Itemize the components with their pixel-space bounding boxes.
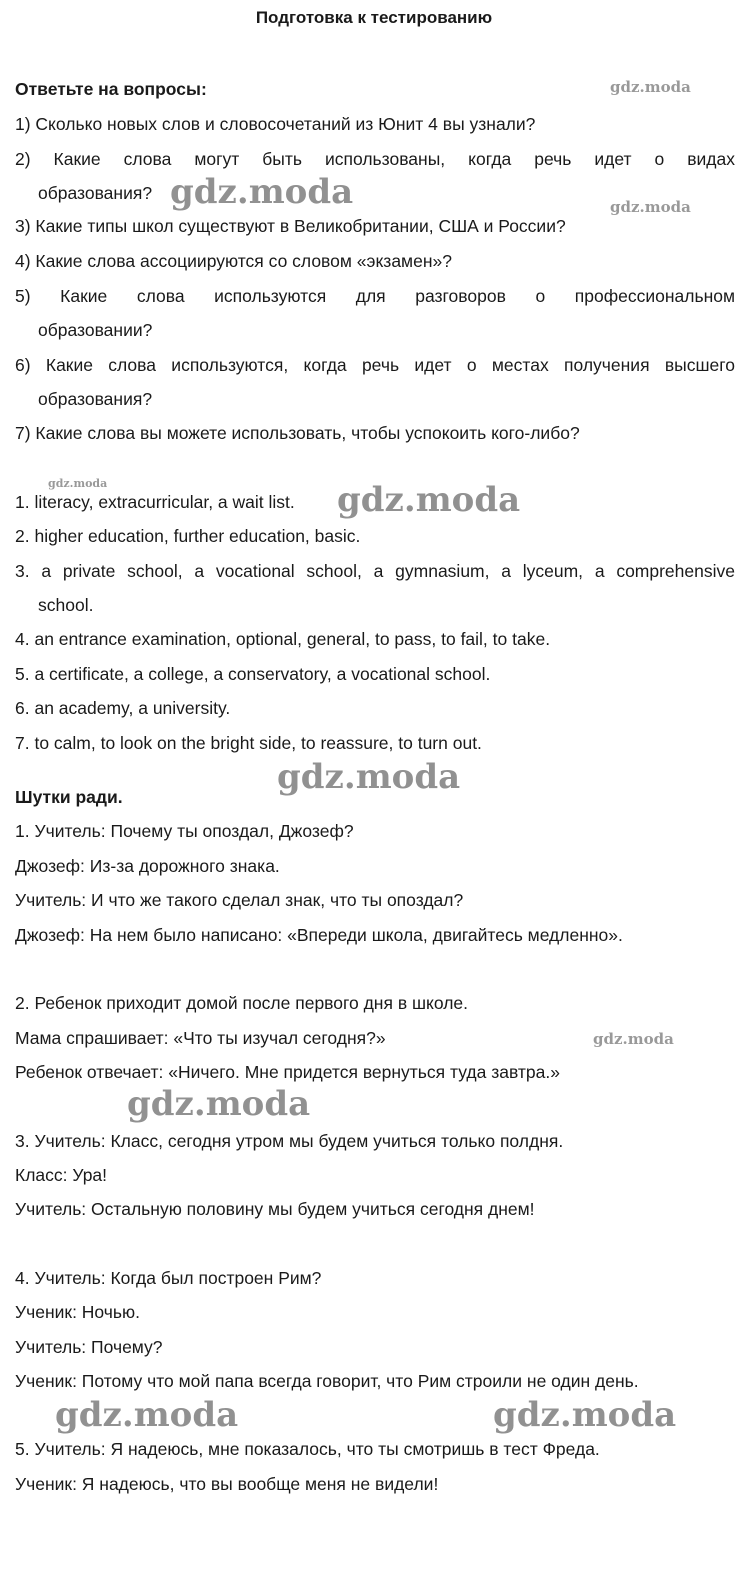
watermark: gdz.moda bbox=[170, 172, 354, 212]
joke-1-line-2: Джозеф: Из-за дорожного знака. bbox=[15, 856, 280, 876]
joke-3-line-2: Класс: Ура! bbox=[15, 1165, 108, 1185]
answer-2: 2. higher education, further education, basic. bbox=[15, 526, 361, 546]
watermark: gdz.moda bbox=[493, 1395, 677, 1435]
question-5-line-2: образовании? bbox=[38, 320, 153, 340]
question-1: 1) Сколько новых слов и словосочетаний из Юнит 4 вы узнали? bbox=[15, 114, 536, 134]
questions-heading: Ответьте на вопросы: bbox=[15, 79, 207, 99]
joke-2-line-3: Ребенок отвечает: «Ничего. Мне придется вернуться туда завтра.» bbox=[15, 1062, 560, 1082]
joke-1-line-1: 1. Учитель: Почему ты опоздал, Джозеф? bbox=[15, 821, 354, 841]
watermark: gdz.moda bbox=[593, 1030, 674, 1048]
joke-4-line-3: Учитель: Почему? bbox=[15, 1337, 163, 1357]
joke-4-line-4: Ученик: Потому что мой папа всегда говорит, что Рим строили не один день. bbox=[15, 1371, 639, 1391]
joke-5-line-1: 5. Учитель: Я надеюсь, мне показалось, что ты смотришь в тест Фреда. bbox=[15, 1439, 600, 1459]
watermark: gdz.moda bbox=[610, 198, 691, 216]
joke-3-line-1: 3. Учитель: Класс, сегодня утром мы будем учиться только полдня. bbox=[15, 1131, 564, 1151]
answer-6: 6. an academy, a university. bbox=[15, 698, 231, 718]
watermark: gdz.moda bbox=[55, 1395, 239, 1435]
joke-5-line-2: Ученик: Я надеюсь, что вы вообще меня не видели! bbox=[15, 1474, 439, 1494]
watermark: gdz.moda bbox=[610, 78, 691, 96]
question-2-line-1: 2) Какие слова могут быть использованы, когда речь идет о видах bbox=[15, 149, 735, 169]
joke-4-line-1: 4. Учитель: Когда был построен Рим? bbox=[15, 1268, 322, 1288]
answer-7: 7. to calm, to look on the bright side, to reassure, to turn out. bbox=[15, 733, 482, 753]
answer-4: 4. an entrance examination, optional, general, to pass, to fail, to take. bbox=[15, 629, 551, 649]
joke-1-line-4: Джозеф: На нем было написано: «Впереди школа, двигайтесь медленно». bbox=[15, 925, 623, 945]
watermark: gdz.moda bbox=[48, 477, 108, 490]
joke-4-line-2: Ученик: Ночью. bbox=[15, 1302, 140, 1322]
question-3: 3) Какие типы школ существуют в Великобритании, США и России? bbox=[15, 216, 566, 236]
joke-1-line-3: Учитель: И что же такого сделал знак, что ты опоздал? bbox=[15, 890, 464, 910]
answer-1: 1. literacy, extracurricular, a wait list. bbox=[15, 492, 295, 512]
answer-3-line-2: school. bbox=[38, 595, 94, 615]
joke-3-line-3: Учитель: Остальную половину мы будем учиться сегодня днем! bbox=[15, 1199, 535, 1219]
question-4: 4) Какие слова ассоциируются со словом «экзамен»? bbox=[15, 251, 452, 271]
question-7: 7) Какие слова вы можете использовать, чтобы успокоить кого-либо? bbox=[15, 423, 580, 443]
watermark: gdz.moda bbox=[277, 757, 461, 797]
watermark: gdz.moda bbox=[337, 480, 521, 520]
answer-3-line-1: 3. a private school, a vocational school, a gymnasium, a lyceum, a comprehensive bbox=[15, 561, 735, 581]
answer-5: 5. a certificate, a college, a conservatory, a vocational school. bbox=[15, 664, 491, 684]
joke-2-line-2: Мама спрашивает: «Что ты изучал сегодня?» bbox=[15, 1028, 386, 1048]
question-5-line-1: 5) Какие слова используются для разговоров о профессиональном bbox=[15, 286, 735, 306]
question-2-line-2: образования? bbox=[38, 183, 153, 203]
question-6-line-2: образования? bbox=[38, 389, 153, 409]
watermark: gdz.moda bbox=[127, 1084, 311, 1124]
question-6-line-1: 6) Какие слова используются, когда речь идет о местах получения высшего bbox=[15, 355, 735, 375]
jokes-heading: Шутки ради. bbox=[15, 787, 123, 807]
page-title: Подготовка к тестированию bbox=[255, 8, 493, 27]
joke-2-line-1: 2. Ребенок приходит домой после первого дня в школе. bbox=[15, 993, 469, 1013]
